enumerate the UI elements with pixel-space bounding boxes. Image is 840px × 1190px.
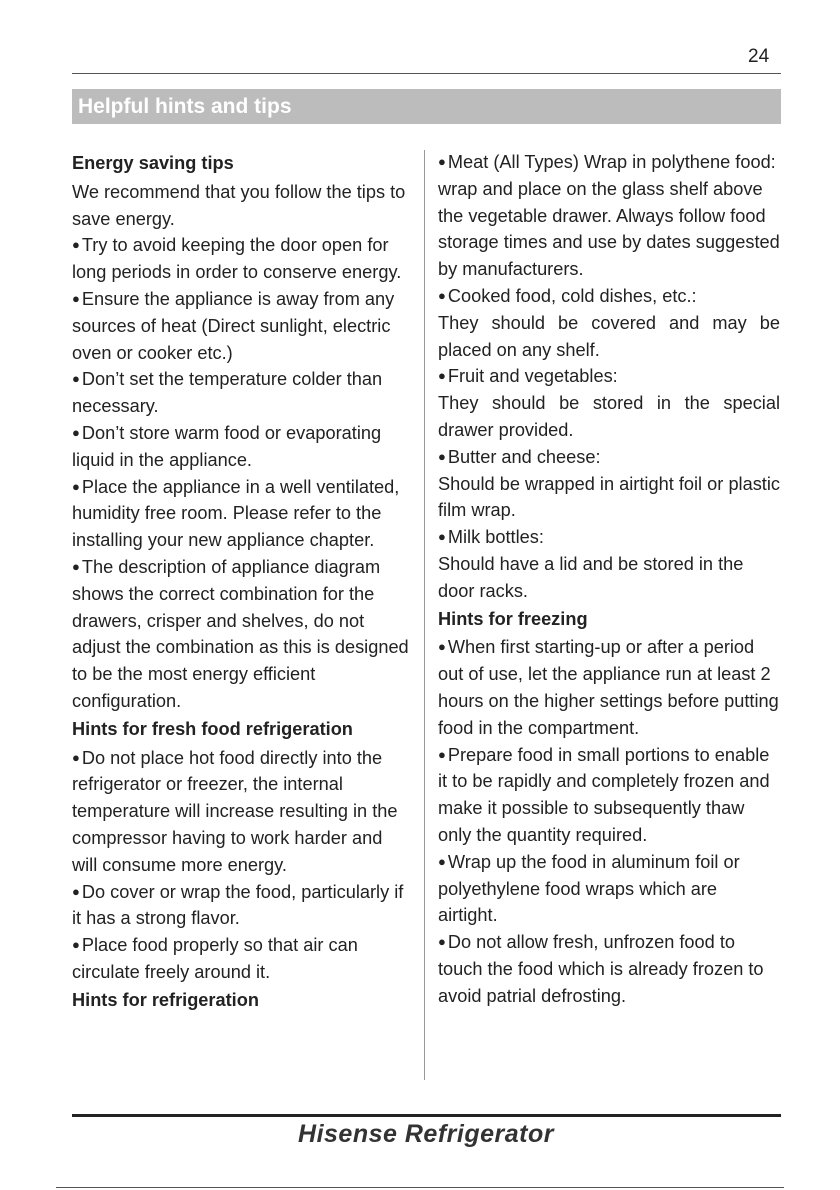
freezing-tip (438, 849, 780, 929)
fresh-tip-text: Do not place hot food directly into the refrigerator or freezer, the internal temperature will increase resulting in the compressor having to work harder and will consume more energy. (72, 747, 398, 875)
freezing-tip (438, 634, 780, 741)
freezing-heading: Hints for freezing (438, 608, 588, 629)
header-divider (72, 73, 781, 74)
energy-tip-text: Try to avoid keeping the door open for long periods in order to conserve energy. (72, 235, 402, 283)
bullet-icon: ● (72, 371, 80, 387)
bullet-icon: ● (438, 853, 446, 869)
refrigeration-tip-desc: Should be wrapped in airtight foil or plastic film wrap. (438, 473, 780, 521)
bullet-icon: ● (72, 558, 80, 574)
fresh-tip-text: Place food properly so that air can circulate freely around it. (72, 935, 358, 982)
refrigeration-tip-title: Cooked food, cold dishes, etc.: (447, 285, 697, 306)
energy-saving-heading: Energy saving tips (72, 153, 234, 173)
energy-tip-text: Ensure the appliance is away from any sources of heat (Direct sunlight, electric oven or cooker etc.) (72, 288, 395, 363)
bullet-icon: ● (72, 883, 80, 899)
fresh-tip (72, 879, 412, 933)
refrigeration-heading: Hints for refrigeration (72, 989, 259, 1010)
energy-tip (72, 554, 412, 715)
bullet-icon: ● (438, 639, 446, 655)
bullet-icon: ● (438, 368, 446, 384)
bullet-icon: ● (438, 746, 446, 762)
freezing-tip-text: Wrap up the food in aluminum foil or polyethylene food wraps which are airtight. (438, 851, 740, 926)
freezing-tip (438, 929, 780, 1009)
page-number: 24 (748, 46, 770, 67)
freezing-tip-text: Prepare food in small portions to enable it to be rapidly and completely frozen and make it possible to subsequently thaw only the quantity required. (438, 744, 770, 845)
refrigeration-tip-desc: Should have a lid and be stored in the door racks. (438, 553, 744, 601)
fresh-tip (72, 932, 412, 986)
energy-tip-text: Don’t set the temperature colder than necessary. (72, 369, 383, 417)
section-title: Helpful hints and tips (78, 95, 292, 118)
bullet-icon: ● (438, 529, 446, 545)
bullet-icon: ● (72, 937, 80, 953)
bullet-icon: ● (438, 154, 446, 169)
refrigeration-tip (438, 444, 780, 471)
energy-tip-text: Don’t store warm food or evaporating liquid in the appliance. (72, 422, 382, 470)
page-bottom-rule (56, 1187, 784, 1188)
bullet-icon: ● (72, 749, 80, 765)
bullet-icon: ● (438, 287, 446, 303)
energy-tip (72, 420, 412, 474)
right-column (438, 149, 780, 1010)
energy-tip (72, 232, 412, 286)
refrigeration-tip-title: Butter and cheese: (447, 446, 601, 467)
refrigeration-tip-title: Meat (All Types) Wrap in polythene food: wrap and place on the glass shelf above the vegetable drawer. Always follow food storage times and use by dates suggested by manufacturers. (438, 152, 780, 280)
footer-divider (72, 1114, 781, 1117)
energy-intro: We recommend that you follow the tips to save energy. (72, 181, 406, 229)
bullet-icon: ● (72, 237, 80, 253)
section-header-bar (72, 89, 781, 124)
refrigeration-tip-desc: They should be stored in the special drawer provided. (438, 393, 780, 440)
refrigeration-tip-title: Fruit and vegetables: (447, 366, 618, 387)
energy-tip-text: Place the appliance in a well ventilated, humidity free room. Please refer to the installing your new appliance chapter. (72, 476, 400, 551)
bullet-icon: ● (438, 448, 446, 464)
fresh-food-heading: Hints for fresh food refrigeration (72, 718, 353, 739)
refrigeration-tip (438, 524, 780, 551)
bullet-icon: ● (72, 478, 80, 494)
energy-tip (72, 474, 412, 554)
brand-footer: Hisense Refrigerator (298, 1120, 554, 1148)
column-divider (424, 150, 425, 1080)
refrigeration-tip (438, 149, 780, 283)
fresh-tip (72, 745, 412, 879)
refrigeration-tip-title: Milk bottles: (447, 527, 544, 548)
energy-tip (72, 286, 412, 366)
refrigeration-tip (438, 363, 780, 390)
bullet-icon: ● (72, 290, 80, 306)
refrigeration-tip (438, 283, 780, 310)
left-column (72, 149, 412, 1016)
bullet-icon: ● (72, 424, 80, 440)
energy-tip-text: The description of appliance diagram shows the correct combination for the drawers, crisper and shelves, do not adjust the combination as this is designed to be the most energy efficient configuration. (72, 556, 409, 711)
energy-tip (72, 366, 412, 420)
refrigeration-tip-desc: They should be covered and may be placed on any shelf. (438, 312, 780, 360)
fresh-tip-text: Do cover or wrap the food, particularly if it has a strong flavor. (72, 881, 404, 929)
freezing-tip (438, 742, 780, 849)
freezing-tip-text: When first starting-up or after a period out of use, let the appliance run at least 2 hours on the higher settings before putting food in the compartment. (438, 637, 779, 738)
bullet-icon: ● (438, 934, 446, 950)
freezing-tip-text: Do not allow fresh, unfrozen food to touch the food which is already frozen to avoid patrial defrosting. (438, 932, 764, 1006)
